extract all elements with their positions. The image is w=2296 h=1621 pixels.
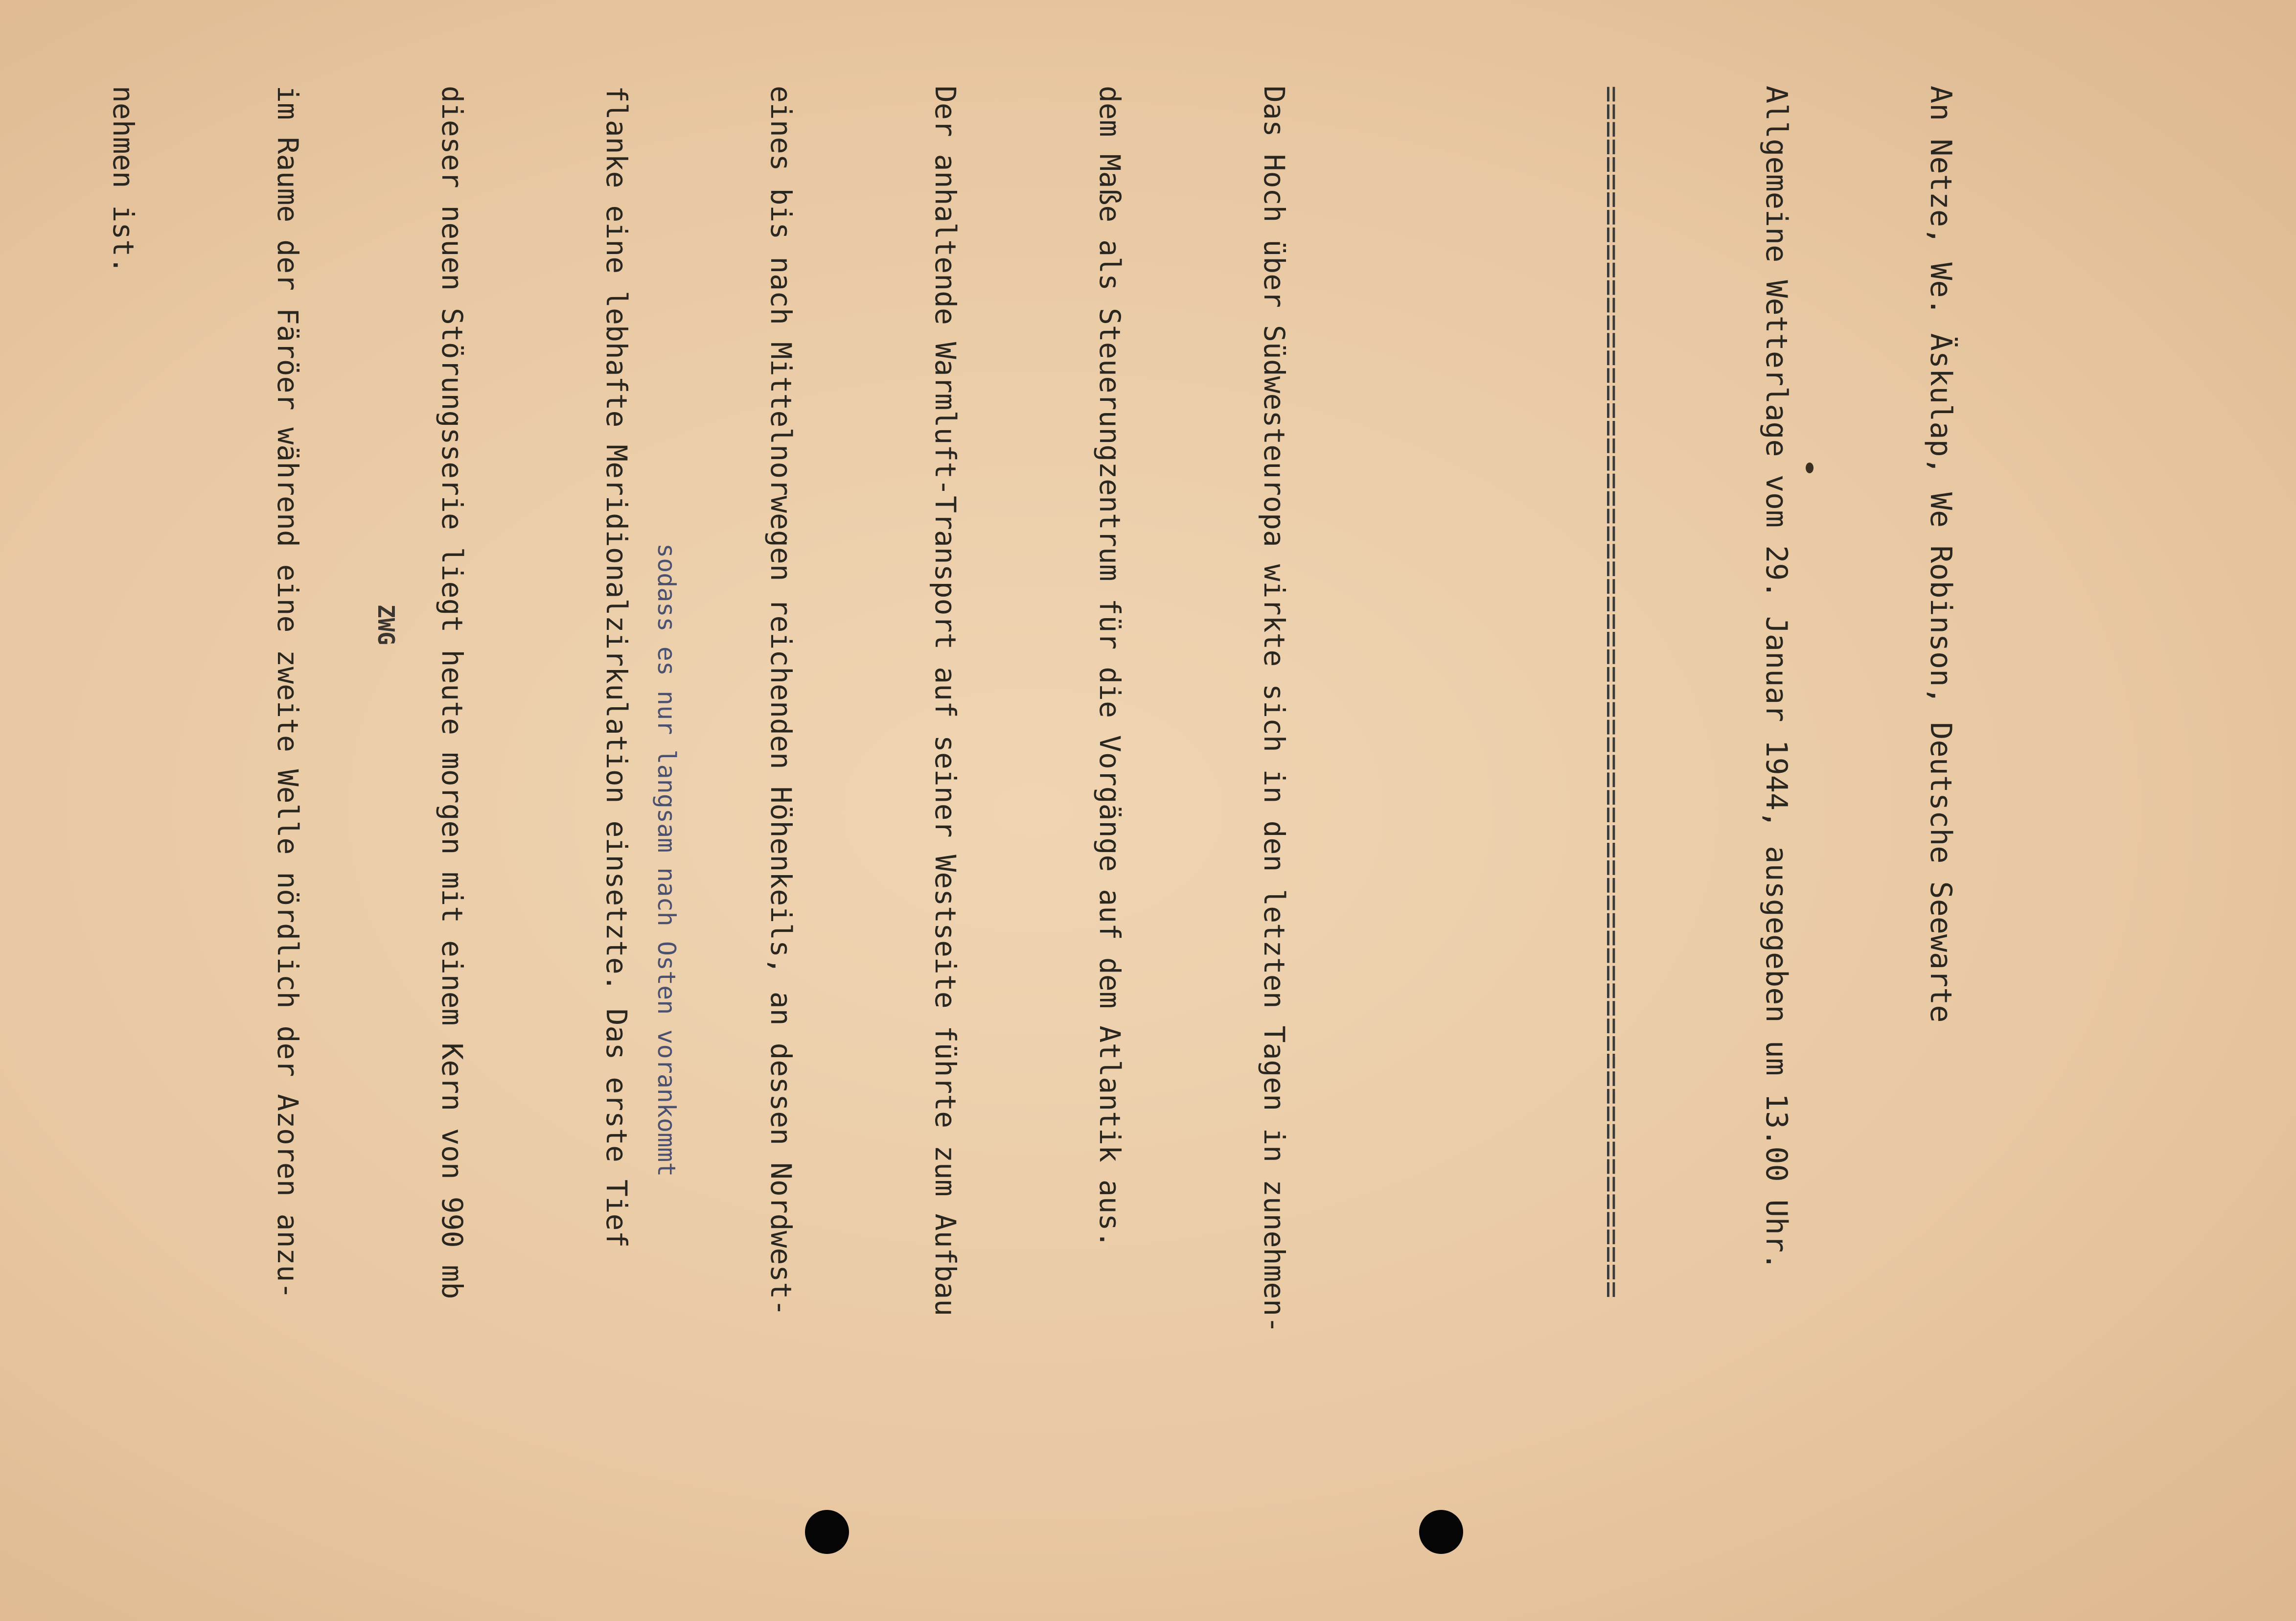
body-line: dieser neuen Störungsserie liegt heute morgen mit einem Kern von 990 mb bbox=[436, 86, 469, 1299]
body-line: nehmen ist. bbox=[107, 86, 140, 274]
zwg-stamp: ZWG bbox=[373, 604, 399, 646]
punch-hole bbox=[1419, 1510, 1463, 1554]
body-line: Der anhaltende Warmluft-Transport auf seiner Westseite führte zum Aufbau bbox=[929, 86, 962, 1317]
handwritten-insertion: sodass es nur langsam nach Osten vorankommt bbox=[652, 543, 681, 1177]
punch-hole bbox=[805, 1510, 849, 1554]
document-body bbox=[0, 86, 2078, 1534]
report-title: Allgemeine Wetterlage vom 29. Januar 1944, ausgegeben um 13.00 Uhr. bbox=[1759, 86, 1793, 1271]
ink-spot bbox=[1806, 463, 1814, 473]
title-underline: ===================================================================== bbox=[1595, 86, 1629, 1299]
body-line: dem Maße als Steuerungzentrum für die Vorgänge auf dem Atlantik aus. bbox=[1093, 86, 1126, 1248]
body-line: eines bis nach Mittelnorwegen reichenden Höhenkeils, an dessen Nordwest- bbox=[764, 86, 798, 1317]
addressee-line: An Netze, We. Äskulap, We Robinson, Deutsche Seewarte bbox=[1924, 86, 1958, 1023]
body-line: im Raume der Färöer während eine zweite Welle nördlich der Azoren anzu- bbox=[271, 86, 304, 1299]
body-line: flanke eine lebhafte Meridionalzirkulation einsetzte. Das erste Tief bbox=[600, 86, 633, 1248]
body-line: Das Hoch über Südwesteuropa wirkte sich in den letzten Tagen in zunehmen- bbox=[1258, 86, 1291, 1334]
